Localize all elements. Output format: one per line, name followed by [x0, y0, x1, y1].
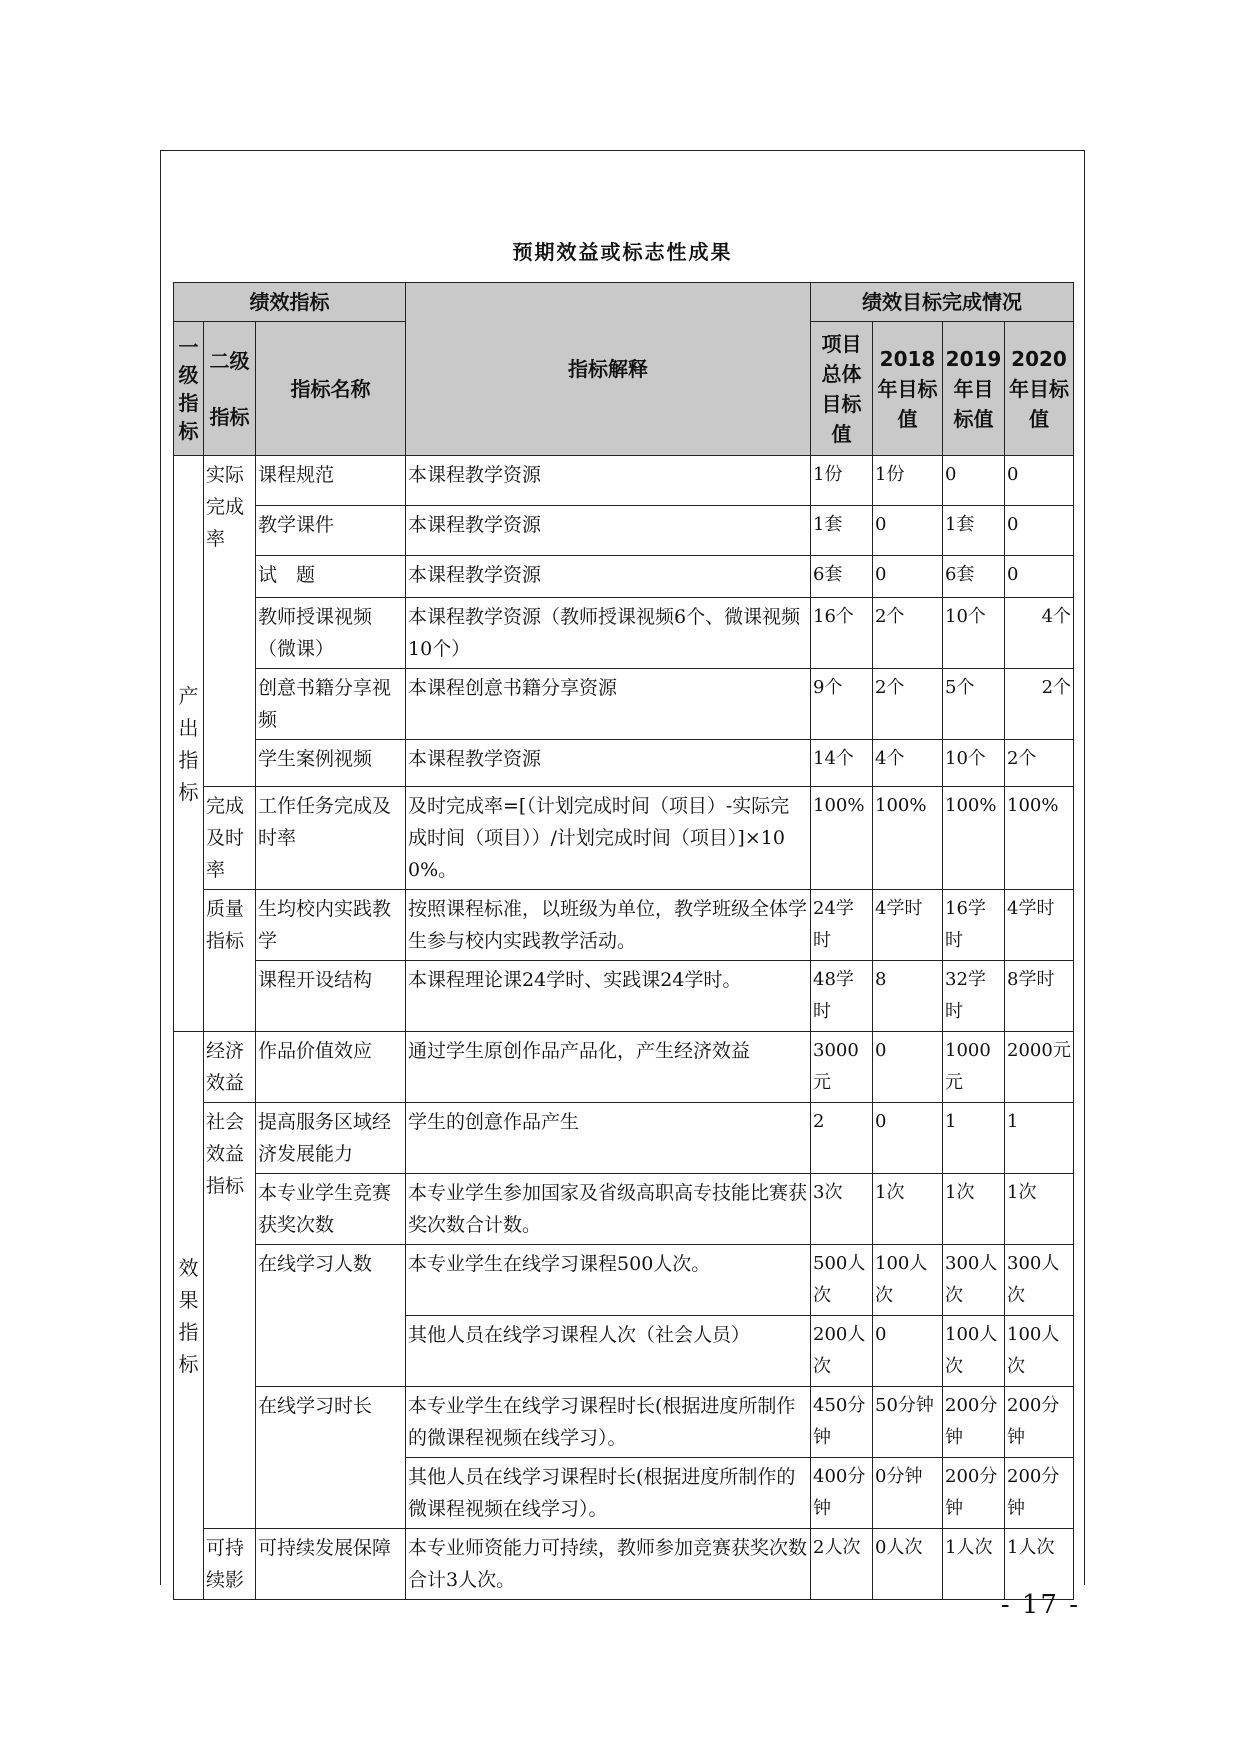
total-cell: 14个 [811, 740, 873, 787]
name-cell: 作品价值效应 [256, 1032, 406, 1103]
header-explain: 指标解释 [406, 283, 811, 456]
y2020-cell: 100人次 [1005, 1316, 1074, 1387]
y2019-cell: 1人次 [943, 1529, 1005, 1600]
total-cell: 24学时 [811, 890, 873, 961]
table-row [174, 556, 1074, 598]
level2-cell: 经济效益 [204, 1032, 256, 1103]
total-cell: 500人次 [811, 1245, 873, 1316]
header-perf-indicator: 绩效指标 [174, 283, 406, 322]
explain-cell: 通过学生原创作品产品化，产生经济效益 [406, 1032, 811, 1103]
table-row [174, 456, 1074, 506]
table-row [174, 740, 1074, 787]
y2020-cell: 2000元 [1005, 1032, 1074, 1103]
explain-cell: 本专业师资能力可持续，教师参加竞赛获奖次数合计3人次。 [406, 1529, 811, 1600]
y2018-cell: 8 [873, 961, 943, 1032]
explain-cell: 及时完成率=[（计划完成时间（项目）-实际完成时间（项目））/计划完成时间（项目）]×100%。 [406, 787, 811, 890]
y2020-cell: 0 [1005, 456, 1074, 506]
explain-cell: 其他人员在线学习课程人次（社会人员） [406, 1316, 811, 1387]
name-cell: 创意书籍分享视频 [256, 669, 406, 740]
y2018-cell: 0 [873, 556, 943, 598]
y2019-cell: 16学时 [943, 890, 1005, 961]
header-level2: 二级 指标 [204, 322, 256, 456]
y2018-cell: 0人次 [873, 1529, 943, 1600]
name-cell: 在线学习人数 [256, 1245, 406, 1387]
total-cell: 3次 [811, 1174, 873, 1245]
table-row [174, 1529, 1074, 1600]
name-cell: 学生案例视频 [256, 740, 406, 787]
explain-cell: 本课程理论课24学时、实践课24学时。 [406, 961, 811, 1032]
table-row [174, 1174, 1074, 1245]
y2020-cell: 8学时 [1005, 961, 1074, 1032]
header-total: 项目总体目标值 [811, 322, 873, 456]
level2-cell: 可持续影 [204, 1529, 256, 1600]
page-number: - 17 - [1000, 1590, 1080, 1620]
y2020-cell: 2个 [1005, 740, 1074, 787]
y2020-cell: 1人次 [1005, 1529, 1074, 1600]
y2019-cell: 1套 [943, 506, 1005, 556]
total-cell: 48学时 [811, 961, 873, 1032]
header-2020: 2020年目标值 [1005, 322, 1074, 456]
y2018-cell: 2个 [873, 669, 943, 740]
table-row [174, 1245, 1074, 1316]
total-cell: 450分钟 [811, 1387, 873, 1458]
name-cell: 工作任务完成及时率 [256, 787, 406, 890]
y2019-cell: 1 [943, 1103, 1005, 1174]
y2018-cell: 4个 [873, 740, 943, 787]
header-level1: 一级指标 [174, 322, 204, 456]
header-2019: 2019年目标值 [943, 322, 1005, 456]
name-cell: 本专业学生竞赛获奖次数 [256, 1174, 406, 1245]
level2-cell: 实际完成率 [204, 456, 256, 787]
explain-cell: 本专业学生在线学习课程时长(根据进度所制作的微课程视频在线学习）。 [406, 1387, 811, 1458]
y2020-cell: 0 [1005, 506, 1074, 556]
y2019-cell: 1000元 [943, 1032, 1005, 1103]
explain-cell: 本课程教学资源 [406, 456, 811, 506]
explain-cell: 本课程教学资源 [406, 556, 811, 598]
explain-cell: 本专业学生在线学习课程500人次。 [406, 1245, 811, 1316]
total-cell: 9个 [811, 669, 873, 740]
explain-cell: 其他人员在线学习课程时长(根据进度所制作的微课程视频在线学习）。 [406, 1458, 811, 1529]
group-effect: 效果指标 [174, 1032, 204, 1600]
y2018-cell: 1份 [873, 456, 943, 506]
total-cell: 16个 [811, 598, 873, 669]
table-row [174, 961, 1074, 1032]
y2018-cell: 4学时 [873, 890, 943, 961]
y2018-cell: 100% [873, 787, 943, 890]
name-cell: 教学课件 [256, 506, 406, 556]
table-row [174, 787, 1074, 890]
page-title: 预期效益或标志性成果 [512, 240, 733, 264]
table-row [174, 506, 1074, 556]
y2020-cell: 100% [1005, 787, 1074, 890]
name-cell: 提高服务区域经济发展能力 [256, 1103, 406, 1174]
total-cell: 200人次 [811, 1316, 873, 1387]
y2019-cell: 100人次 [943, 1316, 1005, 1387]
y2020-cell: 300人次 [1005, 1245, 1074, 1316]
y2019-cell: 200分钟 [943, 1458, 1005, 1529]
table-row [174, 1387, 1074, 1458]
y2018-cell: 100人次 [873, 1245, 943, 1316]
name-cell: 在线学习时长 [256, 1387, 406, 1529]
explain-cell: 学生的创意作品产生 [406, 1103, 811, 1174]
explain-cell: 本课程教学资源（教师授课视频6个、微课视频10个） [406, 598, 811, 669]
y2018-cell: 0 [873, 506, 943, 556]
table-row [174, 598, 1074, 669]
level2-cell: 社会效益指标 [204, 1103, 256, 1529]
y2020-cell: 0 [1005, 556, 1074, 598]
y2019-cell: 0 [943, 456, 1005, 506]
y2019-cell: 1次 [943, 1174, 1005, 1245]
y2019-cell: 5个 [943, 669, 1005, 740]
y2019-cell: 10个 [943, 740, 1005, 787]
y2019-cell: 100% [943, 787, 1005, 890]
total-cell: 6套 [811, 556, 873, 598]
total-cell: 1份 [811, 456, 873, 506]
y2018-cell: 50分钟 [873, 1387, 943, 1458]
name-cell: 生均校内实践教学 [256, 890, 406, 961]
group-output: 产出指标 [174, 456, 204, 1032]
y2019-cell: 300人次 [943, 1245, 1005, 1316]
y2019-cell: 10个 [943, 598, 1005, 669]
y2020-cell: 1次 [1005, 1174, 1074, 1245]
y2018-cell: 2个 [873, 598, 943, 669]
table-row [174, 669, 1074, 740]
table-row [174, 1103, 1074, 1174]
y2020-cell: 200分钟 [1005, 1387, 1074, 1458]
explain-cell: 本课程教学资源 [406, 506, 811, 556]
y2020-cell: 4学时 [1005, 890, 1074, 961]
name-cell: 试 题 [256, 556, 406, 598]
y2018-cell: 0分钟 [873, 1458, 943, 1529]
total-cell: 2人次 [811, 1529, 873, 1600]
y2018-cell: 0 [873, 1032, 943, 1103]
header-name: 指标名称 [256, 322, 406, 456]
explain-cell: 本专业学生参加国家及省级高职高专技能比赛获奖次数合计数。 [406, 1174, 811, 1245]
total-cell: 3000元 [811, 1032, 873, 1103]
explain-cell: 本课程创意书籍分享资源 [406, 669, 811, 740]
level2-cell: 质量指标 [204, 890, 256, 1032]
name-cell: 可持续发展保障 [256, 1529, 406, 1600]
explain-cell: 按照课程标准，以班级为单位，教学班级全体学生参与校内实践教学活动。 [406, 890, 811, 961]
header-2018: 2018年目标值 [873, 322, 943, 456]
y2020-cell: 4个 [1005, 598, 1074, 669]
y2018-cell: 0 [873, 1316, 943, 1387]
table-row [174, 890, 1074, 961]
table-row [174, 1032, 1074, 1103]
y2018-cell: 0 [873, 1103, 943, 1174]
total-cell: 400分钟 [811, 1458, 873, 1529]
name-cell: 课程规范 [256, 456, 406, 506]
name-cell: 教师授课视频（微课） [256, 598, 406, 669]
y2018-cell: 1次 [873, 1174, 943, 1245]
y2019-cell: 6套 [943, 556, 1005, 598]
y2019-cell: 32学时 [943, 961, 1005, 1032]
y2020-cell: 2个 [1005, 669, 1074, 740]
header-completion: 绩效目标完成情况 [811, 283, 1074, 322]
performance-table [173, 282, 1074, 1600]
total-cell: 2 [811, 1103, 873, 1174]
name-cell: 课程开设结构 [256, 961, 406, 1032]
level2-cell: 完成及时率 [204, 787, 256, 890]
total-cell: 1套 [811, 506, 873, 556]
y2020-cell: 200分钟 [1005, 1458, 1074, 1529]
explain-cell: 本课程教学资源 [406, 740, 811, 787]
y2019-cell: 200分钟 [943, 1387, 1005, 1458]
total-cell: 100% [811, 787, 873, 890]
y2020-cell: 1 [1005, 1103, 1074, 1174]
